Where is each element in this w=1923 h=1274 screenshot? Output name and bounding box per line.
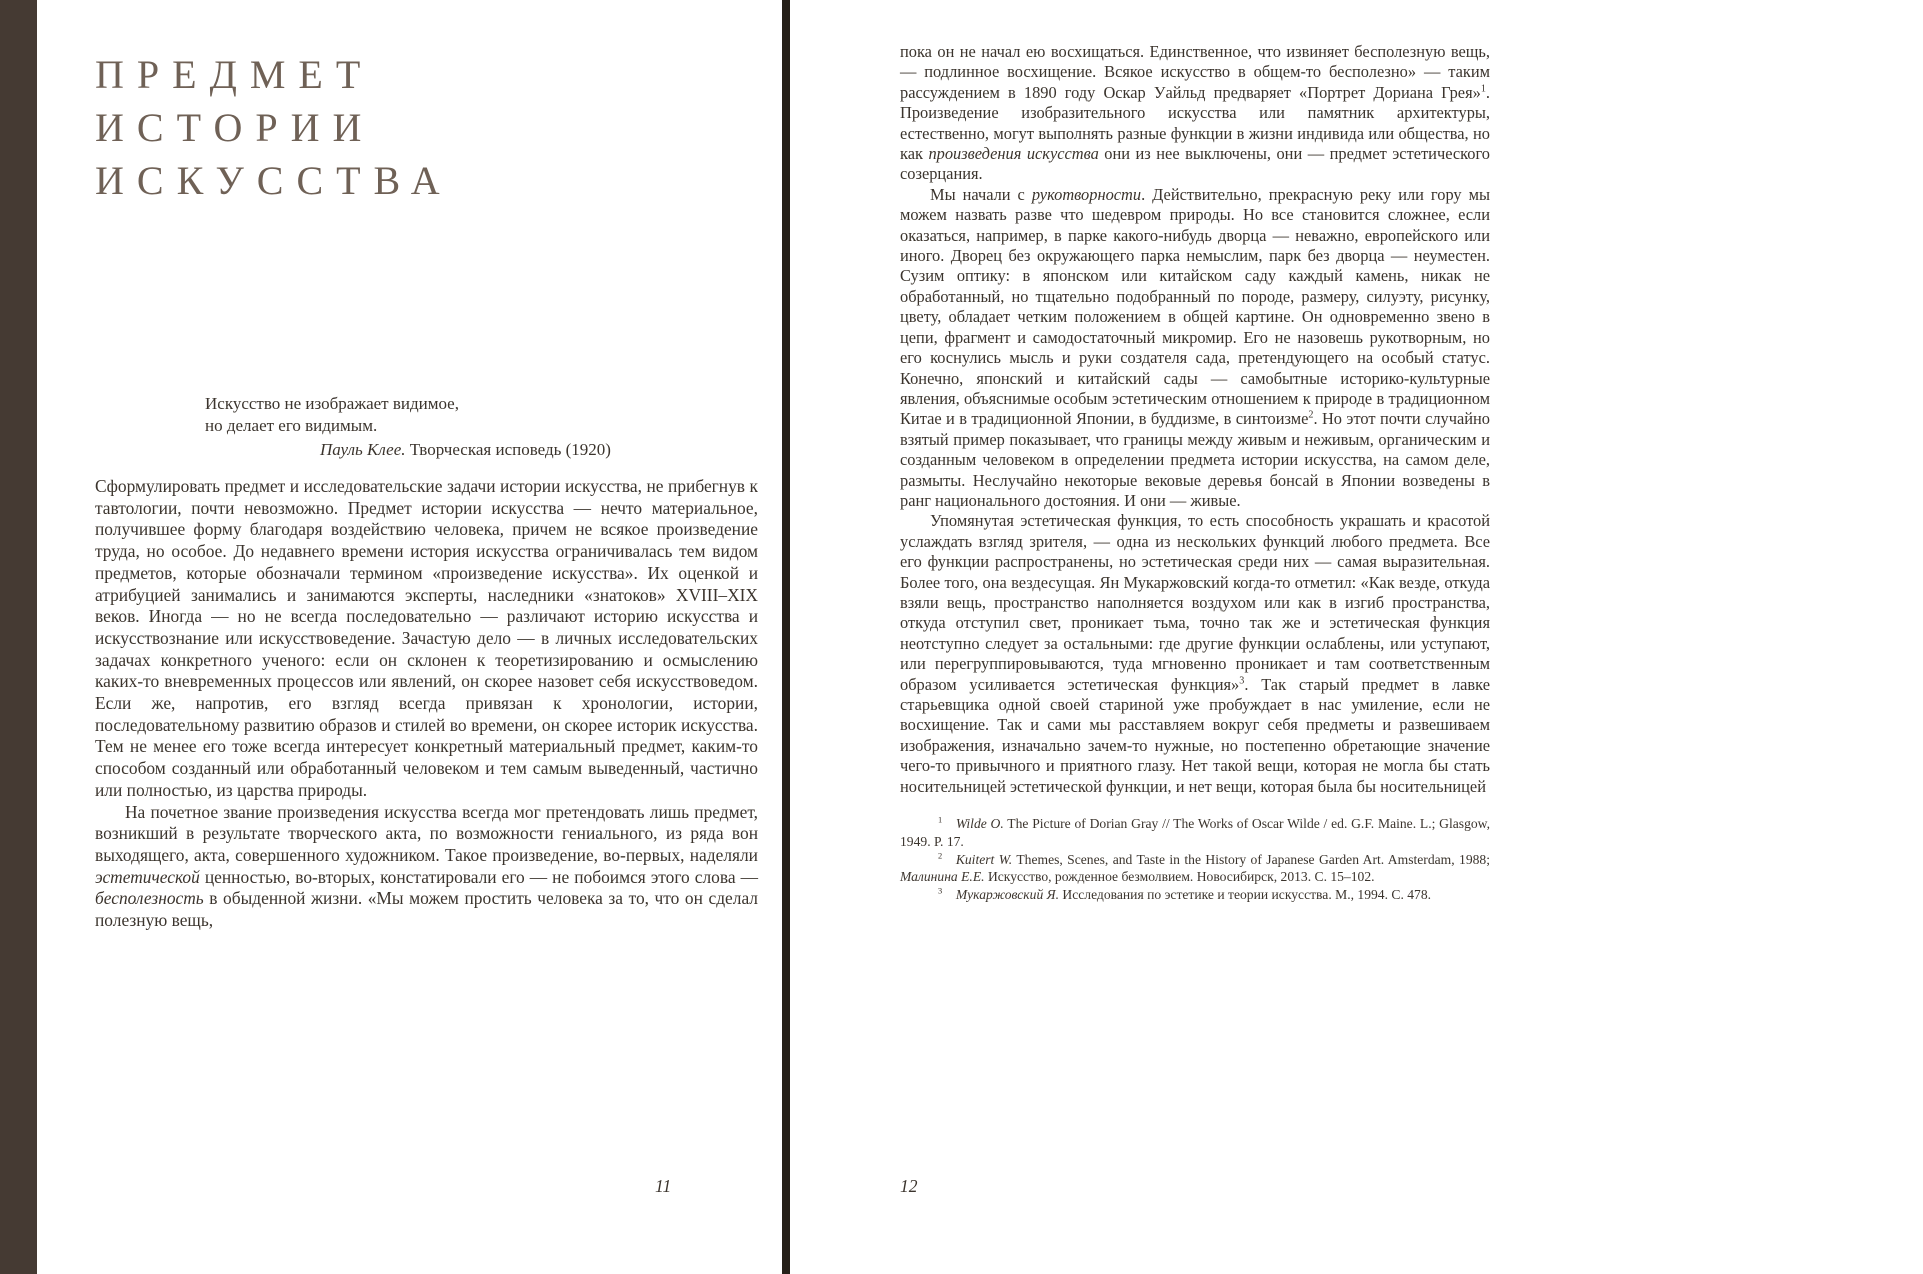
left-page-body-text (95, 476, 758, 932)
footnotes (900, 815, 1490, 904)
epigraph (205, 393, 611, 461)
book-spine-edge (0, 0, 37, 1274)
chapter-title (95, 48, 453, 207)
footnote: $^1$ Wilde O. The Picture of Dorian Gray // The Works of Oscar Wilde / ed. G.F. Maine. L.; Glasgow, 1949. P. 17. (900, 814, 1490, 849)
chapter-title-line: ИСТОРИИ (95, 105, 375, 150)
epigraph-line: но делает его видимым. (205, 416, 378, 435)
paragraph: Мы начали с рукотворности. Действительно, прекрасную реку или гору мы можем назвать разве что шедевром природы. Но все становится сложнее, если оказаться, например, в парке какого-нибудь дворца — неважно, европейского или иного. Дворец без окружающего парка немыслим, парк без дворца — неуместен. Сузим оптику: в японском или китайском саду каждый камень, никак не обработанный, но тщательно подобранный по породе, размеру, силуэту, рисунку, цвету, обладает четким положением в общей картине. Он одновременно звено в цепи, фрагмент и самодостаточный микромир. Его не назовешь рукотворным, но его коснулись мысль и руки создателя сада, претендующего на особый статус. Конечно, японский и китайский сады — самобытные историко-культурные явления, объяснимые особым эстетическим отношением к природе в традиционном Китае и в традиционной Японии, в буддизме, в синтоизме$^2$. Но этот почти случайно взятый пример показывает, что границы между живым и неживым, органическим и созданным человеком в определении предмета истории искусства, на самом деле, размыты. Неслучайно некоторые вековые деревья бонсай в Японии возведены в ранг национального достояния. И они — живые. (900, 184, 1490, 510)
chapter-title-line: ИСКУССТВА (95, 158, 453, 203)
paragraph: Упомянутая эстетическая функция, то есть способность украшать и красотой услаждать взгляд зрителя, — одна из нескольких функций любого предмета. Все его функции распространены, но эстетическая среди них — самая выразительная. Более того, она вездесущая. Ян Мукаржовский когда-то отметил: «Как везде, откуда взяли вещь, пространство наполняется воздухом или как в изгиб пространства, откуда отступил свет, проникает тьма, точно так же и эстетическая функция неотступно следует за остальными: где другие функции ослаблены, или уступают, или перегруппировываются, туда мгновенно проникает и там соответственным образом усиливается эстетическая функция»$^3$. Так старый предмет в лавке старьевщика одной своей стариной уже пробуждает в нас умиление, если не восхищение. Так и сами мы расставляем вокруг себя предметы и развешиваем изображения, изначально зачем-то нужные, но постепенно обретающие значение чего-то привычного и приятного глазу. Нет такой вещи, которая не могла бы стать носительницей эстетической функции, и нет вещи, которая была бы носительницей (900, 511, 1490, 796)
page-number-right: 12 (900, 1176, 918, 1196)
epigraph-line: Искусство не изображает видимое, (205, 394, 459, 413)
right-page-body-text (900, 42, 1490, 904)
footnote: $^2$ Kuitert W. Themes, Scenes, and Taste in the History of Japanese Garden Art. Amsterdam, 1988; Малинина Е.Е. Искусство, рожденное безмолвием. Новосибирск, 2013. С. 15–102. (900, 850, 1490, 885)
chapter-title-line: ПРЕДМЕТ (95, 52, 374, 97)
gutter-divider (782, 0, 790, 1274)
page-number-left: 11 (655, 1176, 672, 1196)
paragraph: Сформулировать предмет и исследовательские задачи истории искусства, не прибегнув к тавтологии, почти невозможно. Предмет истории искусства — нечто материальное, получившее форму благодаря воздействию человека, причем не всякое произведение труда, но особое. До недавнего времени история искусства ограничивалась тем видом предметов, которые обозначали термином «произведение искусства». Их оценкой и атрибуцией занимались и занимаются эксперты, наследники «знатоков» XVIII–XIX веков. Иногда — но не всегда последовательно — различают историю искусства и искусствознание или искусствоведение. Зачастую дело — в личных исследовательских задачах конкретного ученого: если он склонен к теоретизированию и осмыслению каких-то вневременных процессов или явлений, он скорее назовет себя искусствоведом. Если же, напротив, его взгляд всегда привязан к хронологии, истории, последовательному развитию образов и стилей во времени, он скорее историк искусства. Тем не менее его тоже всегда интересует конкретный материальный предмет, каким-то способом созданный или обработанный человеком и тем самым выведенный, частично или полностью, из царства природы. (95, 476, 758, 800)
paragraph: пока он не начал ею восхищаться. Единственное, что извиняет бесполезную вещь, — подлинное восхищение. Всякое искусство в общем-то бесполезно» — таким рассуждением в 1890 году Оскар Уайльд предваряет «Портрет Дориана Грея»$^1$. Произведение изобразительного искусства или памятник архитектуры, естественно, могут выполнять разные функции в жизни индивида или общества, но как произведения искусства они из нее выключены, они — предмет эстетического созерцания. (900, 42, 1490, 184)
paragraph: На почетное звание произведения искусства всегда мог претендовать лишь предмет, возникший в результате творческого акта, по возможности гениального, из ряда вон выходящего, акта, совершенного художником. Такое произведение, во-первых, наделяли эстетической ценностью, во-вторых, констатировали его — не побоимся этого слова — бесполезность в обыденной жизни. «Мы можем простить человека за то, что он сделал полезную вещь, (95, 801, 758, 931)
left-page (37, 0, 782, 1274)
footnote: $^3$ Мукаржовский Я. Исследования по эстетике и теории искусства. М., 1994. С. 478. (938, 885, 1432, 903)
epigraph-attribution: Пауль Клее. Творческая исповедь (1920) (320, 440, 611, 459)
right-page (790, 0, 1923, 1274)
